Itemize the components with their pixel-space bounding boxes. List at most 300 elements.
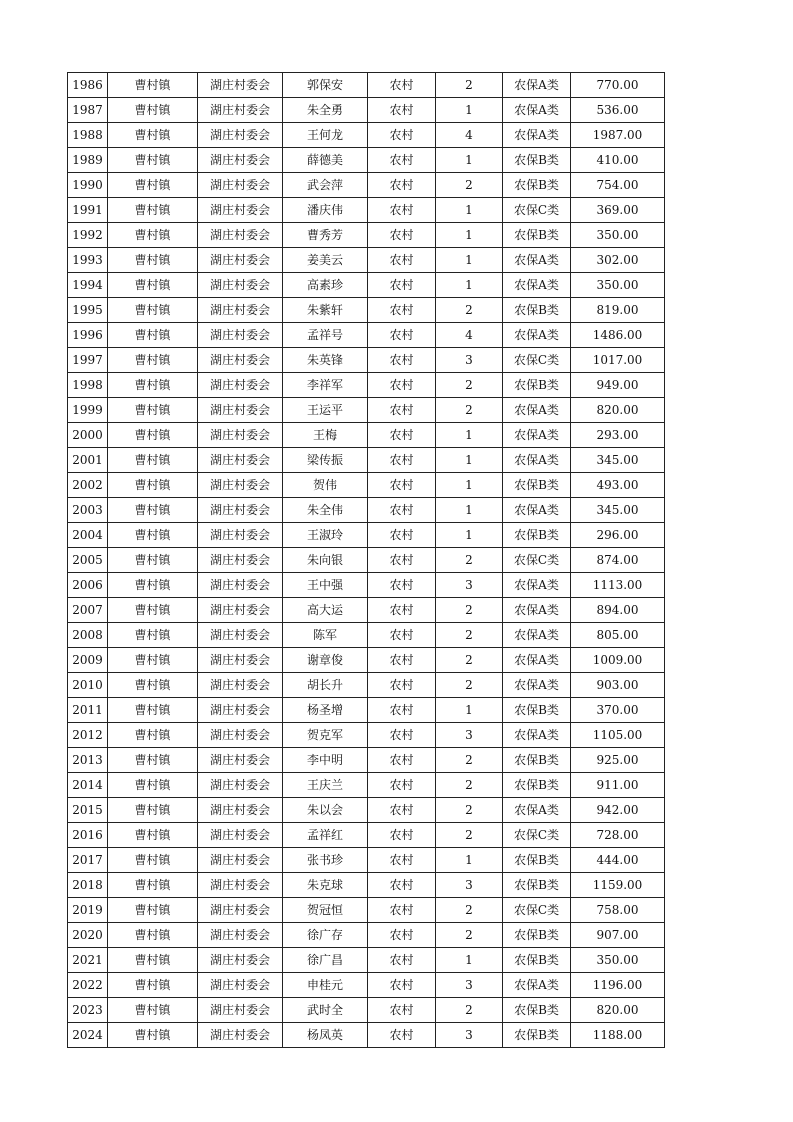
town-cell: 曹村镇 bbox=[108, 473, 198, 498]
insurance-category-cell: 农保A类 bbox=[503, 573, 571, 598]
name-cell: 贺冠恒 bbox=[283, 898, 368, 923]
area-type-cell: 农村 bbox=[368, 723, 436, 748]
town-cell: 曹村镇 bbox=[108, 773, 198, 798]
name-cell: 薛德美 bbox=[283, 148, 368, 173]
row-number: 1994 bbox=[68, 273, 108, 298]
table-row bbox=[68, 448, 665, 473]
table-row bbox=[68, 698, 665, 723]
area-type-cell: 农村 bbox=[368, 698, 436, 723]
household-count-cell: 2 bbox=[436, 373, 503, 398]
household-count-cell: 3 bbox=[436, 1023, 503, 1048]
name-cell: 徐广昌 bbox=[283, 948, 368, 973]
row-number: 1993 bbox=[68, 248, 108, 273]
name-cell: 朱向银 bbox=[283, 548, 368, 573]
household-count-cell: 2 bbox=[436, 173, 503, 198]
name-cell: 朱全伟 bbox=[283, 498, 368, 523]
row-number: 2016 bbox=[68, 823, 108, 848]
town-cell: 曹村镇 bbox=[108, 573, 198, 598]
table-row bbox=[68, 973, 665, 998]
household-count-cell: 1 bbox=[436, 698, 503, 723]
household-count-cell: 2 bbox=[436, 898, 503, 923]
town-cell: 曹村镇 bbox=[108, 898, 198, 923]
table-row bbox=[68, 798, 665, 823]
amount-cell: 345.00 bbox=[571, 498, 665, 523]
name-cell: 李祥军 bbox=[283, 373, 368, 398]
insurance-category-cell: 农保A类 bbox=[503, 498, 571, 523]
name-cell: 贺克军 bbox=[283, 723, 368, 748]
village-committee-cell: 湖庄村委会 bbox=[198, 248, 283, 273]
village-committee-cell: 湖庄村委会 bbox=[198, 273, 283, 298]
household-count-cell: 2 bbox=[436, 673, 503, 698]
household-count-cell: 4 bbox=[436, 123, 503, 148]
name-cell: 张书珍 bbox=[283, 848, 368, 873]
insurance-category-cell: 农保A类 bbox=[503, 723, 571, 748]
area-type-cell: 农村 bbox=[368, 873, 436, 898]
name-cell: 朱全勇 bbox=[283, 98, 368, 123]
village-committee-cell: 湖庄村委会 bbox=[198, 73, 283, 98]
town-cell: 曹村镇 bbox=[108, 998, 198, 1023]
household-count-cell: 3 bbox=[436, 348, 503, 373]
table-row bbox=[68, 623, 665, 648]
row-number: 1997 bbox=[68, 348, 108, 373]
table-row bbox=[68, 648, 665, 673]
area-type-cell: 农村 bbox=[368, 973, 436, 998]
table-row bbox=[68, 223, 665, 248]
row-number: 2001 bbox=[68, 448, 108, 473]
insurance-category-cell: 农保B类 bbox=[503, 298, 571, 323]
insurance-category-cell: 农保A类 bbox=[503, 448, 571, 473]
area-type-cell: 农村 bbox=[368, 473, 436, 498]
amount-cell: 536.00 bbox=[571, 98, 665, 123]
insurance-category-cell: 农保B类 bbox=[503, 698, 571, 723]
town-cell: 曹村镇 bbox=[108, 198, 198, 223]
amount-cell: 345.00 bbox=[571, 448, 665, 473]
household-count-cell: 1 bbox=[436, 948, 503, 973]
name-cell: 郭保安 bbox=[283, 73, 368, 98]
household-count-cell: 1 bbox=[436, 523, 503, 548]
town-cell: 曹村镇 bbox=[108, 698, 198, 723]
insurance-category-cell: 农保A类 bbox=[503, 273, 571, 298]
area-type-cell: 农村 bbox=[368, 148, 436, 173]
insurance-category-cell: 农保B类 bbox=[503, 923, 571, 948]
village-committee-cell: 湖庄村委会 bbox=[198, 148, 283, 173]
table-row bbox=[68, 523, 665, 548]
name-cell: 曹秀芳 bbox=[283, 223, 368, 248]
table-row bbox=[68, 423, 665, 448]
village-committee-cell: 湖庄村委会 bbox=[198, 198, 283, 223]
insurance-category-cell: 农保A类 bbox=[503, 98, 571, 123]
row-number: 2010 bbox=[68, 673, 108, 698]
village-committee-cell: 湖庄村委会 bbox=[198, 748, 283, 773]
area-type-cell: 农村 bbox=[368, 948, 436, 973]
amount-cell: 1188.00 bbox=[571, 1023, 665, 1048]
name-cell: 王庆兰 bbox=[283, 773, 368, 798]
row-number: 1996 bbox=[68, 323, 108, 348]
insurance-category-cell: 农保A类 bbox=[503, 398, 571, 423]
amount-cell: 370.00 bbox=[571, 698, 665, 723]
amount-cell: 1105.00 bbox=[571, 723, 665, 748]
table-row bbox=[68, 173, 665, 198]
area-type-cell: 农村 bbox=[368, 523, 436, 548]
amount-cell: 410.00 bbox=[571, 148, 665, 173]
village-committee-cell: 湖庄村委会 bbox=[198, 123, 283, 148]
row-number: 1995 bbox=[68, 298, 108, 323]
amount-cell: 925.00 bbox=[571, 748, 665, 773]
area-type-cell: 农村 bbox=[368, 798, 436, 823]
household-count-cell: 2 bbox=[436, 298, 503, 323]
area-type-cell: 农村 bbox=[368, 398, 436, 423]
town-cell: 曹村镇 bbox=[108, 598, 198, 623]
row-number: 1999 bbox=[68, 398, 108, 423]
town-cell: 曹村镇 bbox=[108, 973, 198, 998]
town-cell: 曹村镇 bbox=[108, 448, 198, 473]
table-row bbox=[68, 673, 665, 698]
town-cell: 曹村镇 bbox=[108, 648, 198, 673]
amount-cell: 302.00 bbox=[571, 248, 665, 273]
village-committee-cell: 湖庄村委会 bbox=[198, 448, 283, 473]
row-number: 2014 bbox=[68, 773, 108, 798]
amount-cell: 1159.00 bbox=[571, 873, 665, 898]
table-row bbox=[68, 548, 665, 573]
village-committee-cell: 湖庄村委会 bbox=[198, 848, 283, 873]
amount-cell: 1987.00 bbox=[571, 123, 665, 148]
table-row bbox=[68, 573, 665, 598]
amount-cell: 493.00 bbox=[571, 473, 665, 498]
insurance-category-cell: 农保C类 bbox=[503, 348, 571, 373]
village-committee-cell: 湖庄村委会 bbox=[198, 548, 283, 573]
amount-cell: 1017.00 bbox=[571, 348, 665, 373]
household-count-cell: 1 bbox=[436, 273, 503, 298]
area-type-cell: 农村 bbox=[368, 548, 436, 573]
household-count-cell: 3 bbox=[436, 873, 503, 898]
row-number: 2009 bbox=[68, 648, 108, 673]
table-row bbox=[68, 123, 665, 148]
name-cell: 陈军 bbox=[283, 623, 368, 648]
table-row bbox=[68, 723, 665, 748]
name-cell: 王运平 bbox=[283, 398, 368, 423]
name-cell: 朱以会 bbox=[283, 798, 368, 823]
household-count-cell: 3 bbox=[436, 573, 503, 598]
area-type-cell: 农村 bbox=[368, 73, 436, 98]
amount-cell: 1113.00 bbox=[571, 573, 665, 598]
row-number: 2003 bbox=[68, 498, 108, 523]
amount-cell: 1486.00 bbox=[571, 323, 665, 348]
town-cell: 曹村镇 bbox=[108, 798, 198, 823]
town-cell: 曹村镇 bbox=[108, 748, 198, 773]
insurance-category-cell: 农保B类 bbox=[503, 748, 571, 773]
household-count-cell: 2 bbox=[436, 548, 503, 573]
village-committee-cell: 湖庄村委会 bbox=[198, 923, 283, 948]
table-row bbox=[68, 498, 665, 523]
area-type-cell: 农村 bbox=[368, 123, 436, 148]
area-type-cell: 农村 bbox=[368, 448, 436, 473]
row-number: 2000 bbox=[68, 423, 108, 448]
household-count-cell: 2 bbox=[436, 923, 503, 948]
area-type-cell: 农村 bbox=[368, 423, 436, 448]
village-committee-cell: 湖庄村委会 bbox=[198, 823, 283, 848]
town-cell: 曹村镇 bbox=[108, 73, 198, 98]
area-type-cell: 农村 bbox=[368, 823, 436, 848]
household-count-cell: 1 bbox=[436, 423, 503, 448]
amount-cell: 293.00 bbox=[571, 423, 665, 448]
household-count-cell: 3 bbox=[436, 973, 503, 998]
village-committee-cell: 湖庄村委会 bbox=[198, 423, 283, 448]
household-count-cell: 2 bbox=[436, 598, 503, 623]
amount-cell: 903.00 bbox=[571, 673, 665, 698]
insurance-category-cell: 农保B类 bbox=[503, 148, 571, 173]
town-cell: 曹村镇 bbox=[108, 498, 198, 523]
table-row bbox=[68, 73, 665, 98]
row-number: 2012 bbox=[68, 723, 108, 748]
town-cell: 曹村镇 bbox=[108, 248, 198, 273]
name-cell: 武会萍 bbox=[283, 173, 368, 198]
area-type-cell: 农村 bbox=[368, 223, 436, 248]
amount-cell: 820.00 bbox=[571, 398, 665, 423]
town-cell: 曹村镇 bbox=[108, 723, 198, 748]
row-number: 2017 bbox=[68, 848, 108, 873]
village-committee-cell: 湖庄村委会 bbox=[198, 173, 283, 198]
village-committee-cell: 湖庄村委会 bbox=[198, 348, 283, 373]
row-number: 1989 bbox=[68, 148, 108, 173]
household-count-cell: 2 bbox=[436, 623, 503, 648]
household-count-cell: 2 bbox=[436, 73, 503, 98]
insurance-category-cell: 农保B类 bbox=[503, 523, 571, 548]
name-cell: 杨圣增 bbox=[283, 698, 368, 723]
area-type-cell: 农村 bbox=[368, 648, 436, 673]
insurance-category-cell: 农保B类 bbox=[503, 1023, 571, 1048]
household-count-cell: 2 bbox=[436, 398, 503, 423]
insurance-category-cell: 农保B类 bbox=[503, 223, 571, 248]
name-cell: 朱紫轩 bbox=[283, 298, 368, 323]
town-cell: 曹村镇 bbox=[108, 298, 198, 323]
household-count-cell: 4 bbox=[436, 323, 503, 348]
village-committee-cell: 湖庄村委会 bbox=[198, 873, 283, 898]
town-cell: 曹村镇 bbox=[108, 173, 198, 198]
row-number: 2006 bbox=[68, 573, 108, 598]
table-row bbox=[68, 773, 665, 798]
town-cell: 曹村镇 bbox=[108, 948, 198, 973]
amount-cell: 350.00 bbox=[571, 273, 665, 298]
area-type-cell: 农村 bbox=[368, 273, 436, 298]
area-type-cell: 农村 bbox=[368, 348, 436, 373]
town-cell: 曹村镇 bbox=[108, 223, 198, 248]
table-row bbox=[68, 198, 665, 223]
village-committee-cell: 湖庄村委会 bbox=[198, 948, 283, 973]
amount-cell: 296.00 bbox=[571, 523, 665, 548]
household-count-cell: 2 bbox=[436, 798, 503, 823]
town-cell: 曹村镇 bbox=[108, 348, 198, 373]
amount-cell: 805.00 bbox=[571, 623, 665, 648]
village-committee-cell: 湖庄村委会 bbox=[198, 798, 283, 823]
insurance-category-cell: 农保A类 bbox=[503, 623, 571, 648]
village-committee-cell: 湖庄村委会 bbox=[198, 648, 283, 673]
table-row bbox=[68, 248, 665, 273]
area-type-cell: 农村 bbox=[368, 923, 436, 948]
amount-cell: 1009.00 bbox=[571, 648, 665, 673]
insurance-category-cell: 农保A类 bbox=[503, 973, 571, 998]
table-row bbox=[68, 348, 665, 373]
household-count-cell: 2 bbox=[436, 998, 503, 1023]
row-number: 1987 bbox=[68, 98, 108, 123]
household-count-cell: 1 bbox=[436, 473, 503, 498]
village-committee-cell: 湖庄村委会 bbox=[198, 723, 283, 748]
table-row bbox=[68, 598, 665, 623]
row-number: 2018 bbox=[68, 873, 108, 898]
village-committee-cell: 湖庄村委会 bbox=[198, 898, 283, 923]
row-number: 1988 bbox=[68, 123, 108, 148]
village-committee-cell: 湖庄村委会 bbox=[198, 498, 283, 523]
amount-cell: 911.00 bbox=[571, 773, 665, 798]
row-number: 2013 bbox=[68, 748, 108, 773]
area-type-cell: 农村 bbox=[368, 298, 436, 323]
row-number: 2023 bbox=[68, 998, 108, 1023]
household-count-cell: 1 bbox=[436, 848, 503, 873]
row-number: 2019 bbox=[68, 898, 108, 923]
name-cell: 王梅 bbox=[283, 423, 368, 448]
household-count-cell: 1 bbox=[436, 148, 503, 173]
insurance-category-cell: 农保B类 bbox=[503, 848, 571, 873]
amount-cell: 820.00 bbox=[571, 998, 665, 1023]
area-type-cell: 农村 bbox=[368, 373, 436, 398]
village-committee-cell: 湖庄村委会 bbox=[198, 398, 283, 423]
household-count-cell: 2 bbox=[436, 773, 503, 798]
amount-cell: 754.00 bbox=[571, 173, 665, 198]
insurance-category-cell: 农保A类 bbox=[503, 798, 571, 823]
town-cell: 曹村镇 bbox=[108, 523, 198, 548]
name-cell: 潘庆伟 bbox=[283, 198, 368, 223]
table-row bbox=[68, 948, 665, 973]
table-row bbox=[68, 373, 665, 398]
table-row bbox=[68, 148, 665, 173]
amount-cell: 758.00 bbox=[571, 898, 665, 923]
village-committee-cell: 湖庄村委会 bbox=[198, 323, 283, 348]
name-cell: 高大运 bbox=[283, 598, 368, 623]
amount-cell: 369.00 bbox=[571, 198, 665, 223]
amount-cell: 942.00 bbox=[571, 798, 665, 823]
town-cell: 曹村镇 bbox=[108, 98, 198, 123]
amount-cell: 949.00 bbox=[571, 373, 665, 398]
name-cell: 朱英锋 bbox=[283, 348, 368, 373]
table-row bbox=[68, 1023, 665, 1048]
area-type-cell: 农村 bbox=[368, 748, 436, 773]
household-count-cell: 1 bbox=[436, 98, 503, 123]
row-number: 2020 bbox=[68, 923, 108, 948]
village-committee-cell: 湖庄村委会 bbox=[198, 223, 283, 248]
town-cell: 曹村镇 bbox=[108, 148, 198, 173]
village-committee-cell: 湖庄村委会 bbox=[198, 98, 283, 123]
row-number: 2008 bbox=[68, 623, 108, 648]
name-cell: 朱克球 bbox=[283, 873, 368, 898]
table-body bbox=[68, 73, 665, 1048]
town-cell: 曹村镇 bbox=[108, 823, 198, 848]
town-cell: 曹村镇 bbox=[108, 398, 198, 423]
amount-cell: 1196.00 bbox=[571, 973, 665, 998]
name-cell: 贺伟 bbox=[283, 473, 368, 498]
area-type-cell: 农村 bbox=[368, 898, 436, 923]
town-cell: 曹村镇 bbox=[108, 923, 198, 948]
table-row bbox=[68, 923, 665, 948]
area-type-cell: 农村 bbox=[368, 98, 436, 123]
name-cell: 胡长升 bbox=[283, 673, 368, 698]
amount-cell: 350.00 bbox=[571, 948, 665, 973]
household-count-cell: 2 bbox=[436, 823, 503, 848]
town-cell: 曹村镇 bbox=[108, 673, 198, 698]
town-cell: 曹村镇 bbox=[108, 548, 198, 573]
table-row bbox=[68, 273, 665, 298]
row-number: 2004 bbox=[68, 523, 108, 548]
name-cell: 杨凤英 bbox=[283, 1023, 368, 1048]
area-type-cell: 农村 bbox=[368, 323, 436, 348]
amount-cell: 819.00 bbox=[571, 298, 665, 323]
household-count-cell: 2 bbox=[436, 748, 503, 773]
name-cell: 李中明 bbox=[283, 748, 368, 773]
village-committee-cell: 湖庄村委会 bbox=[198, 673, 283, 698]
area-type-cell: 农村 bbox=[368, 623, 436, 648]
name-cell: 梁传振 bbox=[283, 448, 368, 473]
row-number: 2007 bbox=[68, 598, 108, 623]
row-number: 2021 bbox=[68, 948, 108, 973]
insurance-category-cell: 农保A类 bbox=[503, 123, 571, 148]
name-cell: 徐广存 bbox=[283, 923, 368, 948]
row-number: 2015 bbox=[68, 798, 108, 823]
village-committee-cell: 湖庄村委会 bbox=[198, 298, 283, 323]
area-type-cell: 农村 bbox=[368, 248, 436, 273]
name-cell: 王中强 bbox=[283, 573, 368, 598]
town-cell: 曹村镇 bbox=[108, 848, 198, 873]
insurance-category-cell: 农保A类 bbox=[503, 648, 571, 673]
amount-cell: 350.00 bbox=[571, 223, 665, 248]
insurance-category-cell: 农保B类 bbox=[503, 948, 571, 973]
village-committee-cell: 湖庄村委会 bbox=[198, 698, 283, 723]
town-cell: 曹村镇 bbox=[108, 623, 198, 648]
area-type-cell: 农村 bbox=[368, 848, 436, 873]
insurance-category-cell: 农保A类 bbox=[503, 423, 571, 448]
row-number: 1998 bbox=[68, 373, 108, 398]
village-committee-cell: 湖庄村委会 bbox=[198, 373, 283, 398]
name-cell: 武时全 bbox=[283, 998, 368, 1023]
insurance-category-cell: 农保A类 bbox=[503, 598, 571, 623]
household-count-cell: 1 bbox=[436, 223, 503, 248]
name-cell: 谢章俊 bbox=[283, 648, 368, 673]
insurance-category-cell: 农保B类 bbox=[503, 873, 571, 898]
name-cell: 申桂元 bbox=[283, 973, 368, 998]
household-count-cell: 1 bbox=[436, 198, 503, 223]
insurance-category-cell: 农保B类 bbox=[503, 173, 571, 198]
village-committee-cell: 湖庄村委会 bbox=[198, 973, 283, 998]
table-row bbox=[68, 848, 665, 873]
name-cell: 王淑玲 bbox=[283, 523, 368, 548]
amount-cell: 894.00 bbox=[571, 598, 665, 623]
insurance-category-cell: 农保A类 bbox=[503, 73, 571, 98]
insurance-category-cell: 农保C类 bbox=[503, 898, 571, 923]
name-cell: 孟祥号 bbox=[283, 323, 368, 348]
area-type-cell: 农村 bbox=[368, 1023, 436, 1048]
village-committee-cell: 湖庄村委会 bbox=[198, 573, 283, 598]
village-committee-cell: 湖庄村委会 bbox=[198, 598, 283, 623]
village-committee-cell: 湖庄村委会 bbox=[198, 473, 283, 498]
row-number: 1986 bbox=[68, 73, 108, 98]
row-number: 2024 bbox=[68, 1023, 108, 1048]
area-type-cell: 农村 bbox=[368, 598, 436, 623]
row-number: 1991 bbox=[68, 198, 108, 223]
household-count-cell: 1 bbox=[436, 248, 503, 273]
town-cell: 曹村镇 bbox=[108, 1023, 198, 1048]
town-cell: 曹村镇 bbox=[108, 423, 198, 448]
village-committee-cell: 湖庄村委会 bbox=[198, 523, 283, 548]
amount-cell: 907.00 bbox=[571, 923, 665, 948]
insurance-category-cell: 农保B类 bbox=[503, 473, 571, 498]
table-row bbox=[68, 748, 665, 773]
